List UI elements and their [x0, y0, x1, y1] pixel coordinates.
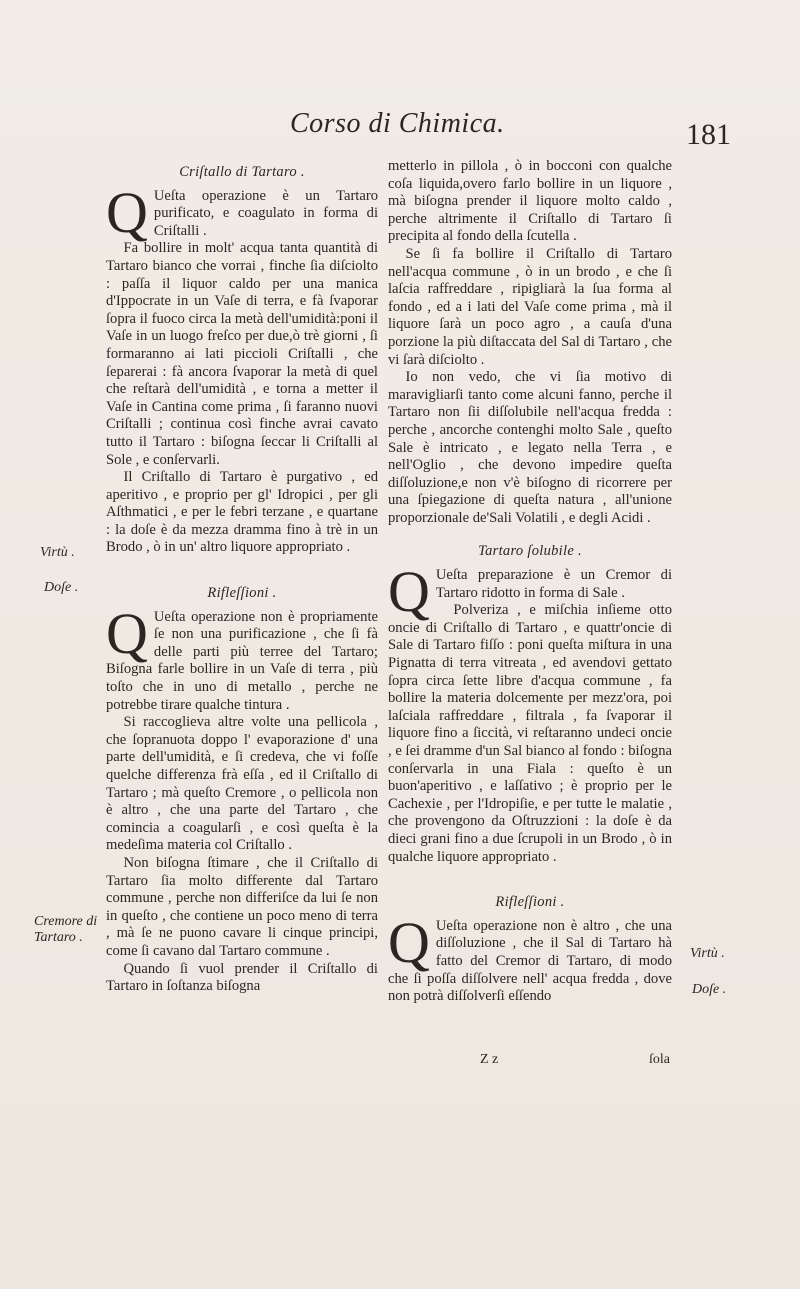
section-heading: Criſtallo di Tartaro . [179, 164, 305, 180]
paragraph: Si raccoglieva altre volte una pellicola , che ſopranuota doppo l' evaporazione d' una parte dell'umidità, e ſi credeva, che vi foſſe quelche differenza frà eſſa , ed il Criſtallo di Tartaro ; mà queſto Cremore , o pellicola non è altro , che una parte del Tartaro , che comincia a coagularſi , e così queſta è la medeſima materia col Criſtallo . [106, 714, 378, 854]
drop-cap: Q [106, 179, 148, 245]
section-heading: Rifleſſioni . [495, 894, 565, 911]
margin-note-virtu: Virtù . [40, 545, 75, 560]
spacer [388, 527, 672, 537]
margin-note-virtu-right: Virtù . [690, 946, 725, 961]
paragraph: Non biſogna ſtimare , che il Criſtallo di Tartaro ſia molto differente dal Tartaro commune , perche non differiſce da lui ſe non in queſto , che contiene un poco meno di terra , mà ſe ne puono cavare li cinque principi, come ſi cavano dal Tartaro commune . [106, 854, 378, 959]
margin-note-cremore: Cremore di Tartaro . [34, 914, 98, 945]
drop-cap: Q [388, 559, 430, 625]
drop-cap: Q [388, 909, 430, 975]
paragraph: Quando ſi vuol prender il Criſtallo di Tartaro in ſoſtanza biſogna [106, 960, 378, 995]
running-head: Corso di Chimica. [290, 108, 505, 139]
paragraph: Il Criſtallo di Tartaro è purgativo , ed aperitivo , e proprio per gl' Idropici , per gli Aſthmatici , e per le febri terzane , e quartane : la doſe è da mezza dramma fino à trè in un Brodo , ò in un' altro liquore appropriato . [106, 469, 378, 556]
section-heading: Rifleſſioni . [207, 585, 277, 602]
paragraph: Q Ueſta operazione non è propriamente ſe non una purificazione , che ſi fà delle parti più terree del Tartaro; Biſogna farle bollire in un Vaſe di terra , più toſto che in uno di metallo , perche ne potrebbe tirare qualche tintura . [106, 600, 378, 713]
paragraph: Io non vedo, che vi ſia motivo di maravigliarſi tanto come alcuni fanno, perche il Tartaro non ſii diſſolubile nell'acqua fredda : perche , ancorche contenghi molto Sale , queſto Sale è intricato , e legato nella Terra , e nell'Oglio , che devono impedire queſta diſſoluzione,e non v'è biſogno di ricorrere per una ſpiegazione di queſta natura , all'unione proporzionale de'Sali Volatili , e degli Acidi . [388, 369, 672, 526]
paragraph: Polveriza , e miſchia inſieme otto oncie di Criſtallo di Tartaro , e quattr'oncie di Sale di Tartaro fiſſo : poni queſta miſtura in una Pignatta di terra vitreata , ed avendovi gettato ſopra circa ſette libre d'acqua commune , fa bollire la materia dolcemente per mezz'ora, poi laſciala raffreddare , filtrala , fa ſvaporar il liquore fino a ſiccità, vi reſtaranno undeci oncie , e ſei dramme d'un Sal bianco al fondo : biſogna conſervarla in una Fiala : queſto è un buon'aperitivo , e laſſativo ; è proprio per le Cachexie , per l'Idropiſie, e per tutte le malatie , che provengono da Oſtruzzioni : la doſe è da dieci grani fino a due ſcrupoli in un Brodo , ò in qualche liquore appropriato . [388, 602, 672, 865]
paragraph: Q Ueſta preparazione è un Cremor di Tartaro ridotto in forma di Sale . [388, 559, 672, 625]
section-heading: Tartaro ſolubile . [478, 543, 582, 560]
margin-note-dose: Doſe . [44, 580, 79, 595]
spacer [106, 557, 378, 579]
page-footer [480, 1052, 670, 1068]
paragraph: Q Ueſta operazione non è altro , che una diſſoluzione , che il Sal di Tartaro hà fatto del Cremor di Tartaro, di modo che ſi poſſa diſſolvere nell' acqua fredda , dove non potrà diſſolverſi eſſendo [388, 909, 672, 1005]
margin-note-dose-right: Doſe . [692, 982, 727, 997]
right-column [388, 158, 672, 1006]
paragraph: Q Ueſta operazione è un Tartaro purificato, e coagulato in forma di Criſtalli . [106, 179, 378, 245]
catchword: ſola [649, 1052, 670, 1067]
paragraph: metterlo in pillola , ò in bocconi con qualche coſa liquida,overo farlo bollire in un liquore , mà biſogna prender il liquore molto caldo , perche altrimente il Criſtallo di Tartaro ſi precipita al fondo della ſcutella . [388, 158, 672, 245]
paragraph: Fa bollire in molt' acqua tanta quantità di Tartaro bianco che vorrai , finche ſia diſciolto : paſſa il liquor caldo per una manica d'Ippocrate in un Vaſe di terra, e fà ſvaporar ſopra il fuoco circa la metà dell'umidità:poni il Vaſe in un luogo freſco per due,ò trè giorni , ſi formaranno ai lati piccioli Criſtalli , che ſeparerai : fà ancora ſvaporar la metà di quel che reſtarà dell'umidità , e torna a metter il Vaſe in Cantina come prima , ſi faranno nuovi Criſtalli ; continua così finche avrai cavato tutto il Tartaro : biſogna ſeccar li Criſtalli al Sole , e conſervarli. [106, 240, 378, 468]
page-number: 181 [686, 118, 731, 151]
drop-cap: Q [106, 600, 148, 666]
left-column [106, 158, 378, 996]
signature-mark: Z z [480, 1052, 499, 1067]
spacer [388, 866, 672, 888]
paragraph: Se ſi fa bollire il Criſtallo di Tartaro nell'acqua commune , ò in un brodo , e che ſi laſcia raffreddare , ripigliarà la ſua forma al fondo , ed a i lati del Vaſe come prima , mà il liquore ſarà un poco agro , a cauſa d'una porzione la più diſtaccata del Sal di Tartaro , che vi ſarà diſciolto . [388, 245, 672, 368]
